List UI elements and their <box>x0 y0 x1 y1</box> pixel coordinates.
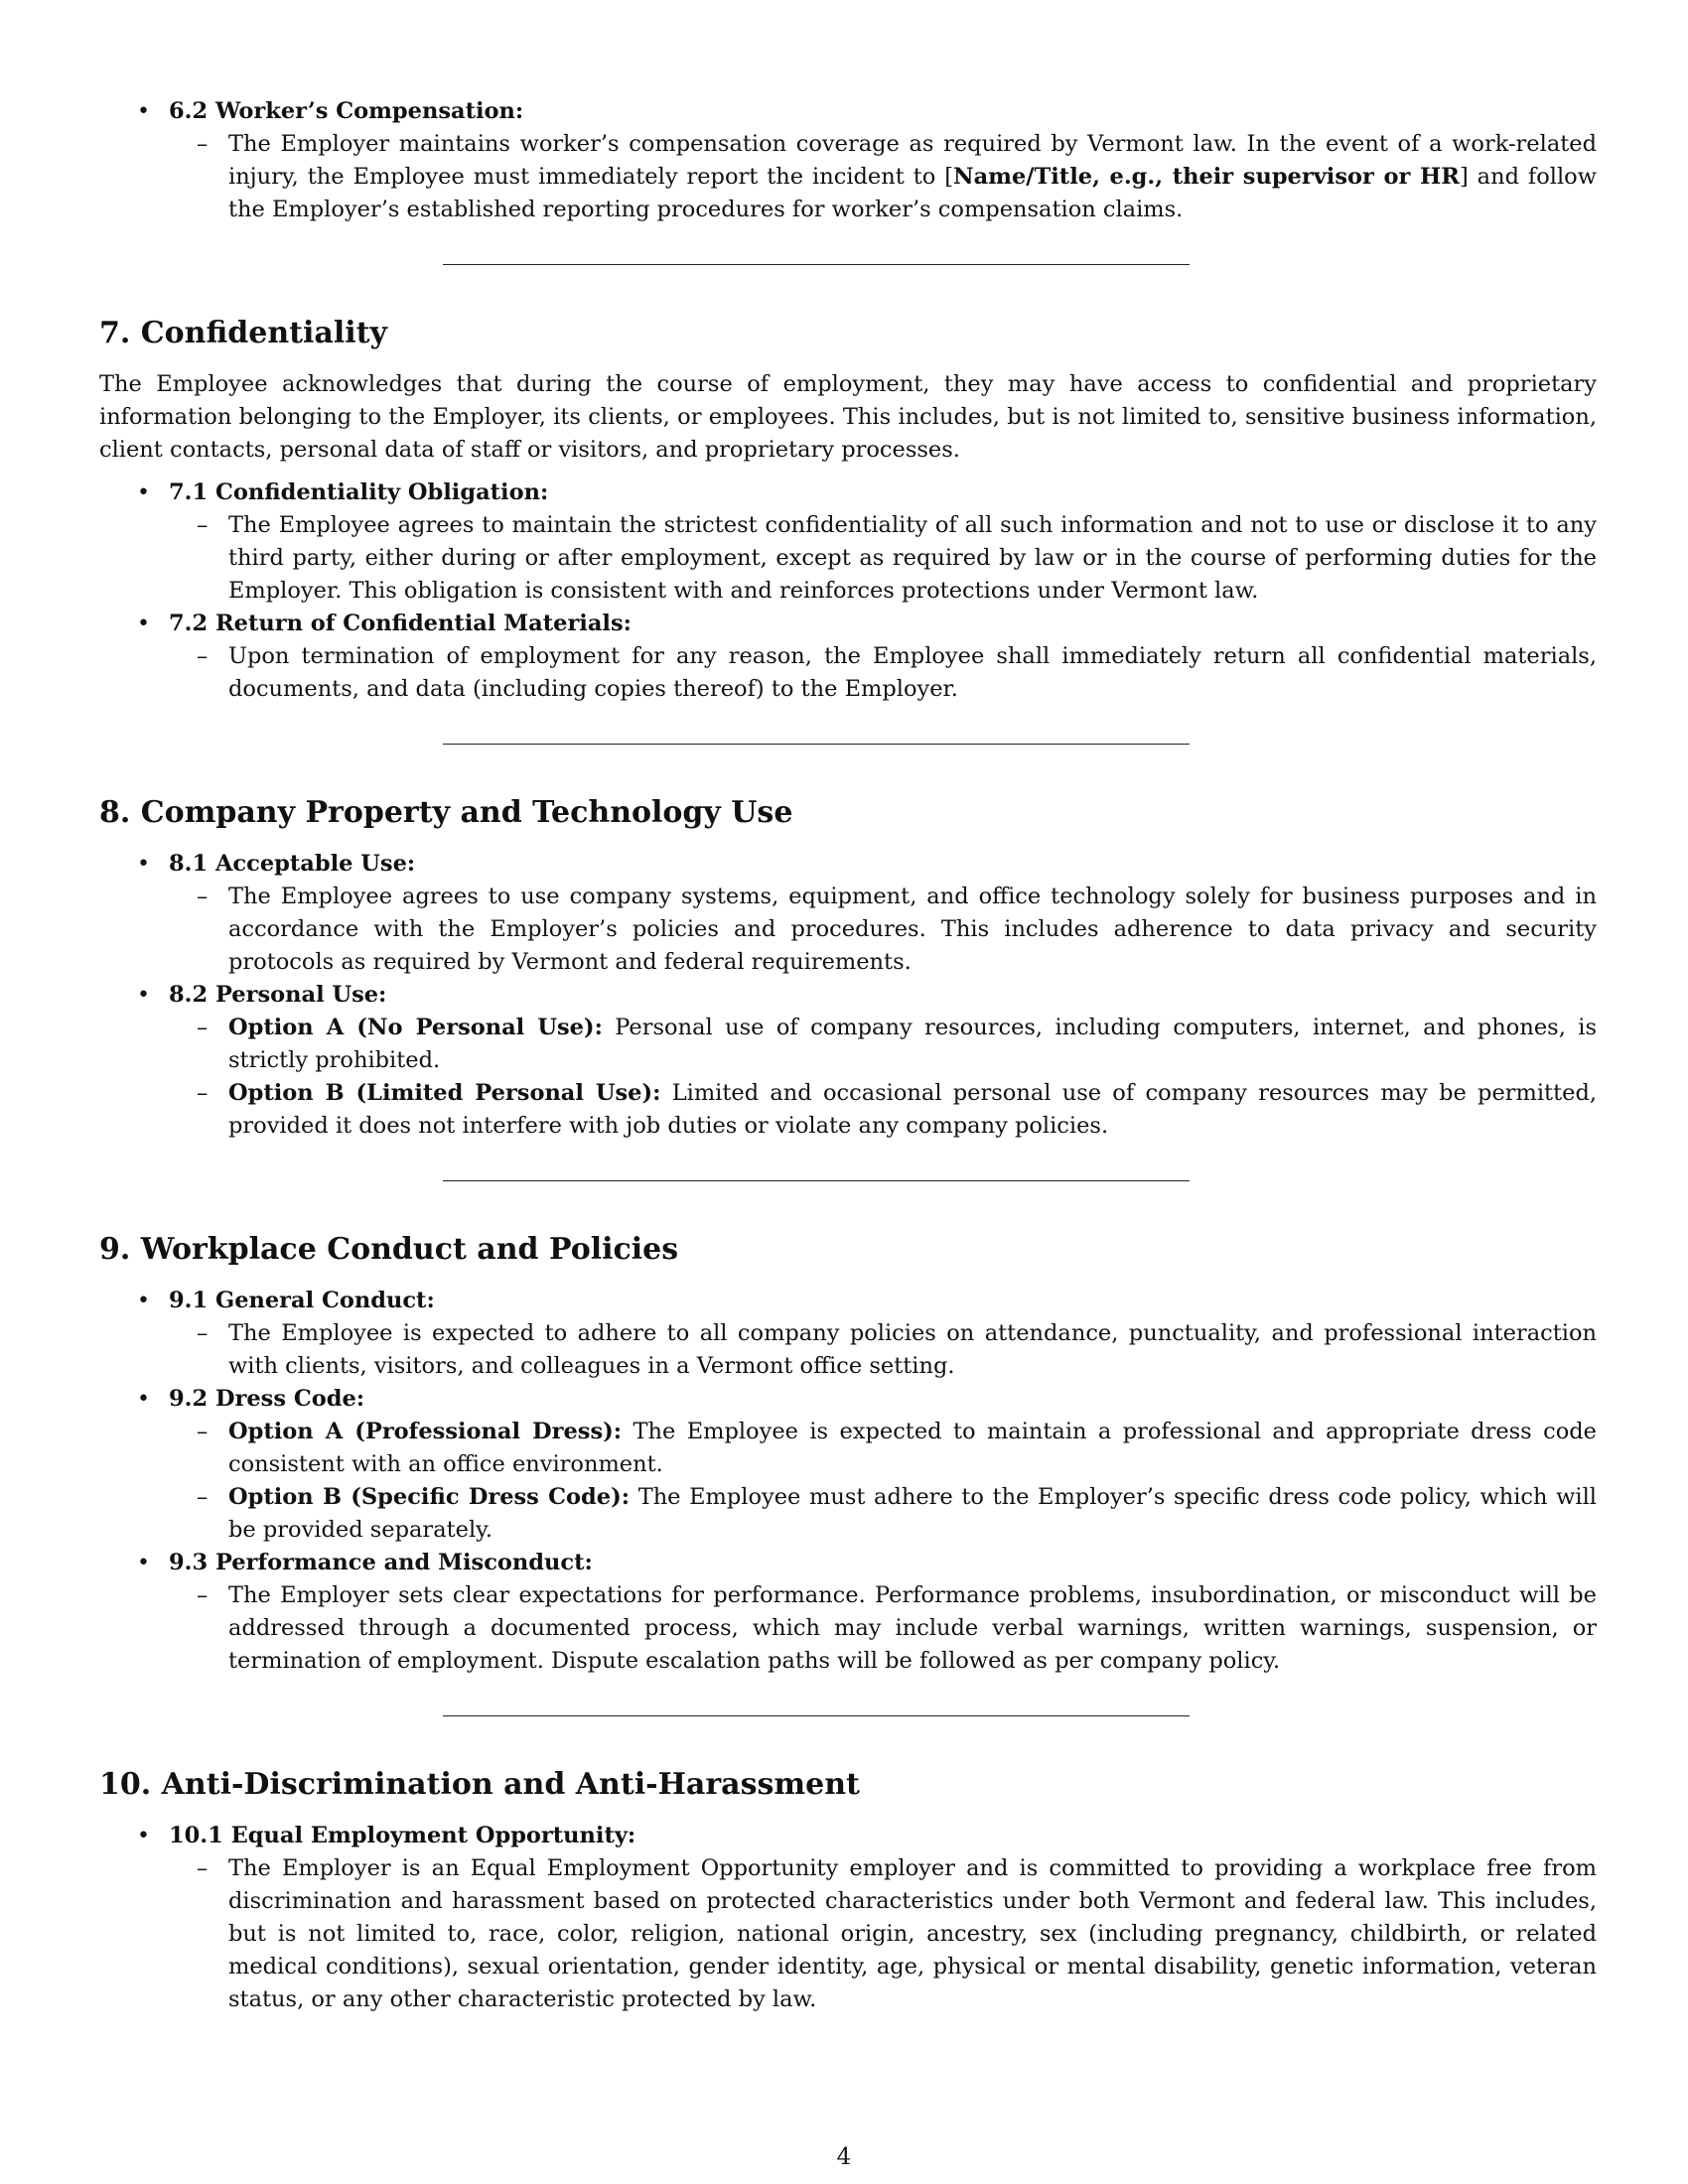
option-text: Personal use of company resources, including computers, internet, and phones, is strictly prohibited. <box>228 1015 1597 1073</box>
subsection-heading: • 9.3 Performance and Misconduct: <box>169 1550 593 1575</box>
sub-list <box>169 1579 1597 1678</box>
section-intro: The Employee acknowledges that during the course of employment, they may have access to confidential and proprietary information belonging to the Employer, its clients, or employees. This includes, but is not limited to, sensitive business information, client contacts, personal data of staff or visitors, and proprietary processes. <box>99 371 1597 463</box>
section-6-list <box>99 95 1597 226</box>
sub-list <box>169 640 1597 706</box>
list-item-text <box>169 128 1597 226</box>
list-item-text: – The Employee agrees to use company systems, equipment, and office technology solely for business purposes and in accordance with the Employer’s policies and procedures. This includes adherence to data privacy and security protocols as required by Vermont and federal requirements. <box>169 881 1597 979</box>
placeholder-text: Name/Title, e.g., their supervisor or HR <box>953 164 1460 190</box>
sub-list <box>169 1852 1597 2016</box>
option-text: The Employee is expected to maintain a professional and appropriate dress code consistent with an office environment. <box>228 1419 1597 1477</box>
subsection-heading: • 7.1 Confidentiality Obligation: <box>169 479 549 505</box>
sub-list <box>169 881 1597 979</box>
list-item <box>99 979 1597 1143</box>
section-divider <box>443 1180 1190 1181</box>
list-item <box>99 848 1597 979</box>
section-title: 8. Company Property and Technology Use <box>99 795 793 830</box>
subsection-heading: • 10.1 Equal Employment Opportunity: <box>169 1823 636 1848</box>
document-page <box>99 95 1597 2016</box>
list-item-text: – Upon termination of employment for any reason, the Employee shall immediately return all confidential materials, documents, and data (including copies thereof) to the Employer. <box>169 640 1597 706</box>
option-label: Option A (No Personal Use): <box>228 1015 603 1040</box>
section-title: 7. Confidentiality <box>99 316 387 350</box>
option-text: Limited and occasional personal use of company resources may be permitted, provided it does not interfere with job duties or violate any company policies. <box>228 1080 1598 1139</box>
list-item <box>99 1383 1597 1547</box>
list-item <box>99 95 1597 226</box>
option-label: Option A (Professional Dress): <box>228 1419 623 1444</box>
subsection-heading: • 9.2 Dress Code: <box>169 1386 365 1412</box>
section-divider <box>443 264 1190 265</box>
section-title: 10. Anti-Discrimination and Anti-Harassment <box>99 1767 860 1802</box>
section-title: 9. Workplace Conduct and Policies <box>99 1232 679 1267</box>
list-item <box>99 1820 1597 2016</box>
subsection-heading: • 8.1 Acceptable Use: <box>169 851 416 877</box>
option-label: Option B (Limited Personal Use): <box>228 1080 661 1106</box>
section-10-list <box>99 1820 1597 2016</box>
subsection-heading: • 6.2 Worker’s Compensation: <box>169 98 524 124</box>
subsection-heading: • 8.2 Personal Use: <box>169 982 387 1008</box>
sub-list <box>169 128 1597 226</box>
sub-list <box>169 1012 1597 1143</box>
page-number: 4 <box>836 2144 852 2170</box>
text-run: The Employer maintains worker’s compensation coverage as required by Vermont law. In the event of a work-related injury, the Employee must immediately report the incident to [ <box>228 131 1597 190</box>
option-label: Option B (Specific Dress Code): <box>228 1484 631 1510</box>
sub-list <box>169 1416 1597 1547</box>
sub-list <box>169 1317 1597 1383</box>
list-item <box>99 477 1597 608</box>
list-item <box>99 1547 1597 1678</box>
list-item-text: – The Employee agrees to maintain the strictest confidentiality of all such information and not to use or disclose it to any third party, either during or after employment, except as required by law or in the course of performing duties for the Employer. This obligation is consistent with and reinforces protections under Vermont law. <box>169 509 1597 608</box>
list-item <box>99 608 1597 706</box>
list-item-text: – The Employer sets clear expectations for performance. Performance problems, insubordination, or misconduct will be addressed through a documented process, which may include verbal warnings, written warnings, suspension, or termination of employment. Dispute escalation paths will be followed as per company policy. <box>169 1579 1597 1678</box>
section-7-list <box>99 477 1597 706</box>
option-item <box>169 1077 1597 1143</box>
option-item <box>169 1416 1597 1481</box>
section-8-list <box>99 848 1597 1143</box>
subsection-heading: • 9.1 General Conduct: <box>169 1288 435 1313</box>
text-run: ] and follow the Employer’s established reporting procedures for worker’s compensation claims. <box>228 164 1597 222</box>
option-item <box>169 1481 1597 1547</box>
option-text: The Employee must adhere to the Employer’s specific dress code policy, which will be provided separately. <box>228 1484 1597 1543</box>
subsection-heading: • 7.2 Return of Confidential Materials: <box>169 611 632 636</box>
option-item <box>169 1012 1597 1077</box>
list-item <box>99 1285 1597 1383</box>
sub-list <box>169 509 1597 608</box>
section-divider <box>443 744 1190 745</box>
list-item-text: – The Employer is an Equal Employment Opportunity employer and is committed to providing a workplace free from discrimination and harassment based on protected characteristics under both Vermont and federal law. This includes, but is not limited to, race, color, religion, national origin, ancestry, sex (including pregnancy, childbirth, or related medical conditions), sexual orientation, gender identity, age, physical or mental disability, genetic information, veteran status, or any other characteristic protected by law. <box>169 1852 1597 2016</box>
list-item-text: – The Employee is expected to adhere to all company policies on attendance, punctuality, and professional interaction with clients, visitors, and colleagues in a Vermont office setting. <box>169 1317 1597 1383</box>
section-divider <box>443 1715 1190 1716</box>
section-9-list <box>99 1285 1597 1678</box>
